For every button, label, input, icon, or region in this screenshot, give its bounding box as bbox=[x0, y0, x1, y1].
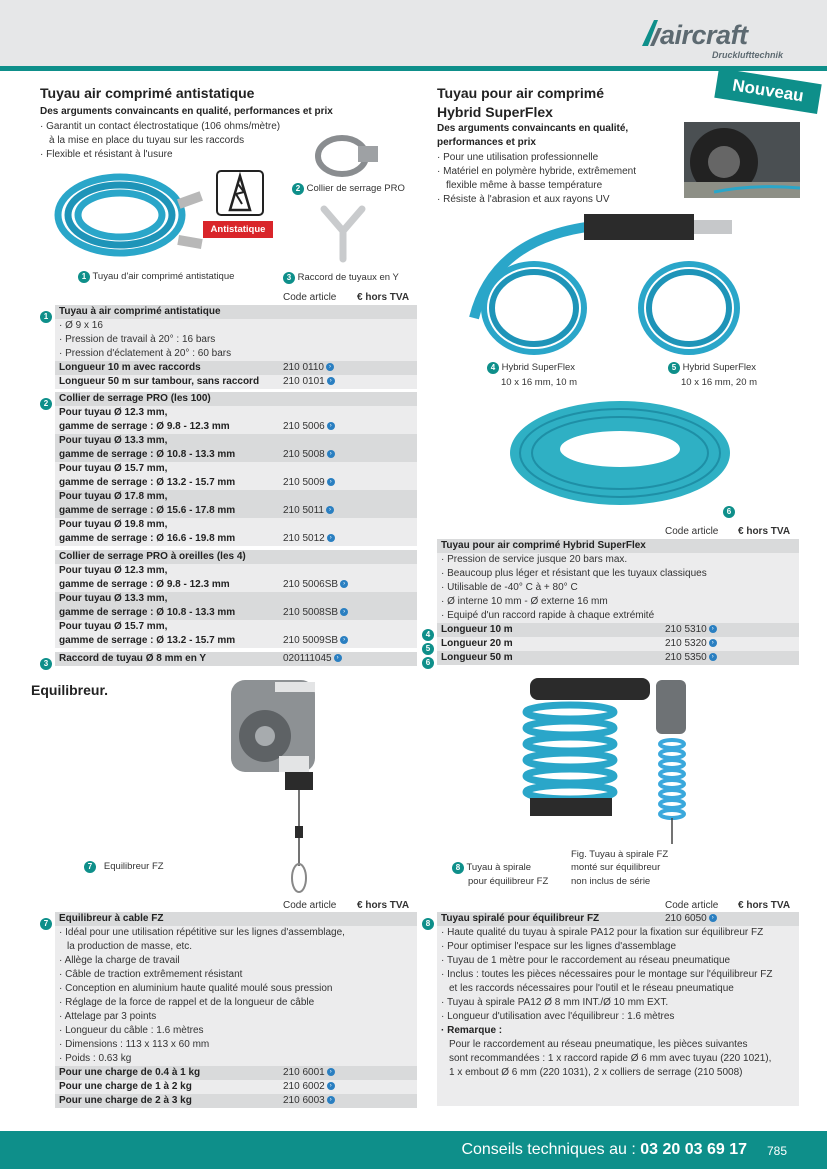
left-table-head-code: Code article bbox=[283, 292, 337, 303]
spiral-hose-image bbox=[510, 676, 690, 846]
arrow-icon: › bbox=[709, 653, 717, 661]
code-2105320[interactable]: 210 5320 › bbox=[665, 637, 717, 651]
hybrid-spec-1: · Pression de service jusque 20 bars max. bbox=[441, 554, 628, 565]
callout-hybrid-10m-size: 10 x 16 mm, 10 m bbox=[501, 377, 578, 388]
hybrid-spec-3: · Utilisable de -40° C à + 80° C bbox=[441, 582, 578, 593]
callout-y-connector: 3 Raccord de tuyaux en Y bbox=[283, 272, 399, 284]
brand-subtitle: Drucklufttechnik bbox=[712, 50, 784, 60]
callout-hybrid-10m: 4 Hybrid SuperFlex bbox=[487, 362, 575, 374]
code-2105310[interactable]: 210 5310 › bbox=[665, 623, 717, 637]
arrow-icon: › bbox=[334, 654, 342, 662]
section-title-hybrid-2: Hybrid SuperFlex bbox=[437, 104, 553, 120]
table-row: Longueur 50 m sur tambour, sans raccord 210 0101 › bbox=[55, 375, 417, 389]
item-num-8: 8 bbox=[422, 913, 434, 931]
arrow-icon: › bbox=[340, 636, 348, 644]
item-num-1: 1 bbox=[40, 306, 52, 324]
tyre-photo-image bbox=[684, 122, 800, 198]
section-subtitle-hybrid-1: Des arguments convaincants en qualité, bbox=[437, 123, 629, 134]
remarque-line-3: 1 x embout Ø 6 mm (220 1031), 2 x colliers de serrage (210 5008) bbox=[449, 1067, 743, 1078]
table-row: Pour une charge de 0.4 à 1 kg 210 6001 › bbox=[55, 1066, 417, 1080]
table-row: Longueur 10 m 210 5310 › bbox=[437, 623, 799, 637]
eq-spec-1-cont: la production de masse, etc. bbox=[67, 941, 193, 952]
y-connector-image bbox=[318, 205, 368, 263]
item2-title: Collier de serrage PRO (les 100) bbox=[59, 393, 211, 404]
spiral-spec-1: · Haute qualité du tuyau à spirale PA12 pour la fixation sur équilibreur FZ bbox=[441, 927, 764, 938]
callout-antistatic-hose: 1 Tuyau d'air comprimé antistatique bbox=[78, 271, 234, 283]
remarque-title: · Remarque : bbox=[441, 1025, 503, 1036]
hybrid-bullet-1: · Pour une utilisation professionnelle bbox=[437, 152, 599, 163]
eq-spec-8: · Dimensions : 113 x 113 x 60 mm bbox=[59, 1039, 210, 1050]
arrow-icon: › bbox=[327, 377, 335, 385]
right-table-head-code: Code article bbox=[665, 526, 719, 537]
hybrid-hose-image bbox=[464, 208, 764, 368]
eq-spec-1: · Idéal pour une utilisation répétitive sur les lignes d'assemblage, bbox=[59, 927, 345, 938]
item1-spec-3: · Pression d'éclatement à 20° : 60 bars bbox=[59, 348, 232, 359]
code-2100110[interactable]: 210 0110 › bbox=[283, 361, 334, 375]
arrow-icon: › bbox=[327, 478, 335, 486]
item-num-2: 2 bbox=[40, 393, 52, 411]
table-row: Pour tuyau Ø 13.3 mm, gamme de serrage : Ø 10.8 - 13.3 mm 210 5008SB › bbox=[55, 592, 417, 620]
fig-note-2: monté sur équilibreur bbox=[571, 862, 661, 873]
footer-phone: 03 20 03 69 17 bbox=[640, 1141, 747, 1158]
antistatic-hose-image bbox=[50, 165, 210, 265]
table-row: Pour une charge de 2 à 3 kg 210 6003 › bbox=[55, 1094, 417, 1108]
eq-left-head-code: Code article bbox=[283, 900, 337, 911]
arrow-icon: › bbox=[327, 450, 335, 458]
eq-left-title: Equilibreur à cable FZ bbox=[59, 913, 164, 924]
bullet-1-cont: à la mise en place du tuyau sur les raccords bbox=[49, 135, 245, 146]
left-table-head-price: € hors TVA bbox=[357, 292, 410, 303]
callout-hybrid-20m-size: 10 x 16 mm, 20 m bbox=[681, 377, 758, 388]
table-row: Pour tuyau Ø 12.3 mm, gamme de serrage : Ø 9.8 - 12.3 mm 210 5006 › bbox=[55, 406, 417, 434]
remarque-line-2: sont recommandées : 1 x raccord rapide Ø 6 mm avec tuyau (220 1021), bbox=[449, 1053, 772, 1064]
hybrid-hose-coil-image bbox=[505, 395, 735, 510]
item1-spec-1: · Ø 9 x 16 bbox=[59, 320, 103, 331]
code-2105011[interactable]: 210 5011 › bbox=[283, 504, 334, 518]
table-row: Pour tuyau Ø 12.3 mm, gamme de serrage : Ø 9.8 - 12.3 mm 210 5006SB › bbox=[55, 564, 417, 592]
code-020111045[interactable]: 020111045 › bbox=[283, 652, 342, 666]
nouveau-badge: Nouveau bbox=[714, 68, 821, 114]
table-row: Pour tuyau Ø 15.7 mm, gamme de serrage : Ø 13.2 - 15.7 mm 210 5009SB › bbox=[55, 620, 417, 648]
item1-title: Tuyau à air comprimé antistatique bbox=[59, 306, 221, 317]
arrow-icon: › bbox=[327, 534, 335, 542]
code-2106003[interactable]: 210 6003 › bbox=[283, 1094, 335, 1108]
item-num-3: 3 bbox=[40, 653, 52, 671]
eq-spec-2: · Allège la charge de travail bbox=[59, 955, 180, 966]
arrow-icon: › bbox=[327, 1082, 335, 1090]
eq-spec-5: · Réglage de la force de rappel et de la longueur de câble bbox=[59, 997, 315, 1008]
arrow-icon: › bbox=[327, 422, 335, 430]
section-subtitle-hybrid-2: performances et prix bbox=[437, 137, 536, 148]
table-row: Pour tuyau Ø 13.3 mm, gamme de serrage : Ø 10.8 - 13.3 mm 210 5008 › bbox=[55, 434, 417, 462]
clamp-image bbox=[312, 128, 382, 180]
arrow-icon: › bbox=[327, 1096, 335, 1104]
section-title-hybrid-1: Tuyau pour air comprimé bbox=[437, 85, 604, 101]
spiral-spec-4: · Inclus : toutes les pièces nécessaires pour le montage sur l'équilibreur FZ bbox=[441, 969, 773, 980]
arrow-icon: › bbox=[340, 608, 348, 616]
code-2106050[interactable]: 210 6050 › bbox=[665, 912, 717, 926]
code-2105008[interactable]: 210 5008 › bbox=[283, 448, 335, 462]
spiral-spec-4-cont: et les raccords nécessaires pour l'outil et le réseau pneumatique bbox=[449, 983, 734, 994]
eq-spec-6: · Attelage par 3 points bbox=[59, 1011, 157, 1022]
arrow-icon: › bbox=[709, 625, 717, 633]
code-2105006SB[interactable]: 210 5006SB › bbox=[283, 578, 348, 592]
item-num-4: 4 bbox=[422, 624, 434, 642]
code-2105009[interactable]: 210 5009 › bbox=[283, 476, 335, 490]
callout-spiral-hose-cont: pour équilibreur FZ bbox=[468, 876, 549, 887]
code-2106002[interactable]: 210 6002 › bbox=[283, 1080, 335, 1094]
code-2105006[interactable]: 210 5006 › bbox=[283, 420, 335, 434]
antistatic-badge: Antistatique bbox=[203, 221, 273, 238]
arrow-icon: › bbox=[326, 363, 334, 371]
code-2106001[interactable]: 210 6001 › bbox=[283, 1066, 335, 1080]
item-num-6-image: 6 bbox=[723, 501, 735, 519]
arrow-icon: › bbox=[709, 914, 717, 922]
eq-spec-9: · Poids : 0.63 kg bbox=[59, 1053, 132, 1064]
fig-note-3: non inclus de série bbox=[571, 876, 651, 887]
hybrid-spec-2: · Beaucoup plus léger et résistant que les tuyaux classiques bbox=[441, 568, 707, 579]
code-2105008SB[interactable]: 210 5008SB › bbox=[283, 606, 348, 620]
item1-spec-2: · Pression de travail à 20° : 16 bars bbox=[59, 334, 216, 345]
code-2100101[interactable]: 210 0101 › bbox=[283, 375, 335, 389]
code-2105350[interactable]: 210 5350 › bbox=[665, 651, 717, 665]
spiral-spec-2: · Pour optimiser l'espace sur les lignes d'assemblage bbox=[441, 941, 677, 952]
fig-note-1: Fig. Tuyau à spirale FZ bbox=[571, 849, 669, 860]
table-row: Longueur 50 m 210 5350 › bbox=[437, 651, 799, 665]
hybrid-bullet-2: · Matériel en polymère hybride, extrêmement bbox=[437, 166, 636, 177]
arrow-icon: › bbox=[709, 639, 717, 647]
section-subtitle-antistatic: Des arguments convaincants en qualité, performances et prix bbox=[40, 106, 333, 117]
hybrid-bullet-2-cont: flexible même à basse température bbox=[446, 180, 603, 191]
remarque-line-1: Pour le raccordement au réseau pneumatique, les pièces suivantes bbox=[449, 1039, 748, 1050]
eq-right-head-code: Code article bbox=[665, 900, 719, 911]
right-table-head-price: € hors TVA bbox=[738, 526, 791, 537]
eq-right-head-price: € hors TVA bbox=[738, 900, 791, 911]
bullet-1: · Garantit un contact électrostatique (106 ohms/mètre) bbox=[40, 121, 281, 132]
spiral-spec-6: · Longueur d'utilisation avec l'équilibreur : 1.6 mètres bbox=[441, 1011, 675, 1022]
section-title-antistatic: Tuyau air comprimé antistatique bbox=[40, 85, 255, 101]
eq-spec-7: · Longueur du câble : 1.6 mètres bbox=[59, 1025, 204, 1036]
balancer-image bbox=[225, 676, 325, 896]
eq-left-head-price: € hors TVA bbox=[357, 900, 410, 911]
section-title-equilibreur: Equilibreur. bbox=[31, 682, 109, 698]
hybrid-bullet-3: · Résiste à l'abrasion et aux rayons UV bbox=[437, 194, 610, 205]
antistatic-symbol-icon bbox=[216, 170, 264, 216]
table-row: Raccord de tuyau Ø 8 mm en Y 020111045 › bbox=[55, 652, 417, 666]
brand-logo: aircraft bbox=[660, 20, 748, 50]
arrow-icon: › bbox=[340, 580, 348, 588]
page-number: 785 bbox=[766, 1144, 787, 1158]
table-row: Longueur 10 m avec raccords 210 0110 › bbox=[55, 361, 417, 375]
hybrid-table-title: Tuyau pour air comprimé Hybrid SuperFlex bbox=[441, 540, 646, 551]
code-2105012[interactable]: 210 5012 › bbox=[283, 532, 335, 546]
eq-spec-3: · Câble de traction extrêmement résistant bbox=[59, 969, 243, 980]
arrow-icon: › bbox=[326, 506, 334, 514]
hybrid-spec-5: · Equipé d'un raccord rapide à chaque extrémité bbox=[441, 610, 655, 621]
item2b-title: Collier de serrage PRO à oreilles (les 4) bbox=[59, 551, 246, 562]
table-row: Pour tuyau Ø 15.7 mm, gamme de serrage : Ø 13.2 - 15.7 mm 210 5009 › bbox=[55, 462, 417, 490]
code-2105009SB[interactable]: 210 5009SB › bbox=[283, 634, 348, 648]
table-row: Tuyau spiralé pour équilibreur FZ 210 6050 › bbox=[437, 912, 799, 926]
table-row: Longueur 20 m 210 5320 › bbox=[437, 637, 799, 651]
bullet-2: · Flexible et résistant à l'usure bbox=[40, 149, 173, 160]
table-row: Pour une charge de 1 à 2 kg 210 6002 › bbox=[55, 1080, 417, 1094]
footer-contact: Conseils techniques au : 03 20 03 69 17 bbox=[461, 1141, 747, 1158]
callout-clamp: 2 Collier de serrage PRO bbox=[292, 183, 405, 195]
callout-spiral-hose: 8 Tuyau à spirale bbox=[452, 862, 531, 874]
table-row: Pour tuyau Ø 19.8 mm, gamme de serrage : Ø 16.6 - 19.8 mm 210 5012 › bbox=[55, 518, 417, 546]
table-row: Pour tuyau Ø 17.8 mm, gamme de serrage : Ø 15.6 - 17.8 mm 210 5011 › bbox=[55, 490, 417, 518]
callout-hybrid-20m: 5 Hybrid SuperFlex bbox=[668, 362, 756, 374]
arrow-icon: › bbox=[327, 1068, 335, 1076]
item-num-7: 7 bbox=[40, 913, 52, 931]
header-accent-line bbox=[0, 66, 827, 71]
hybrid-spec-4: · Ø interne 10 mm - Ø externe 16 mm bbox=[441, 596, 608, 607]
spiral-spec-5: · Tuyau à spirale PA12 Ø 8 mm INT./Ø 10 mm EXT. bbox=[441, 997, 669, 1008]
callout-balancer: 7 Equilibreur FZ bbox=[84, 861, 164, 873]
item-num-6: 6 bbox=[422, 652, 434, 670]
eq-spec-4: · Conception en aluminium haute qualité moulé sous pression bbox=[59, 983, 333, 994]
item-num-5: 5 bbox=[422, 638, 434, 656]
spiral-spec-3: · Tuyau de 1 mètre pour le raccordement au réseau pneumatique bbox=[441, 955, 731, 966]
